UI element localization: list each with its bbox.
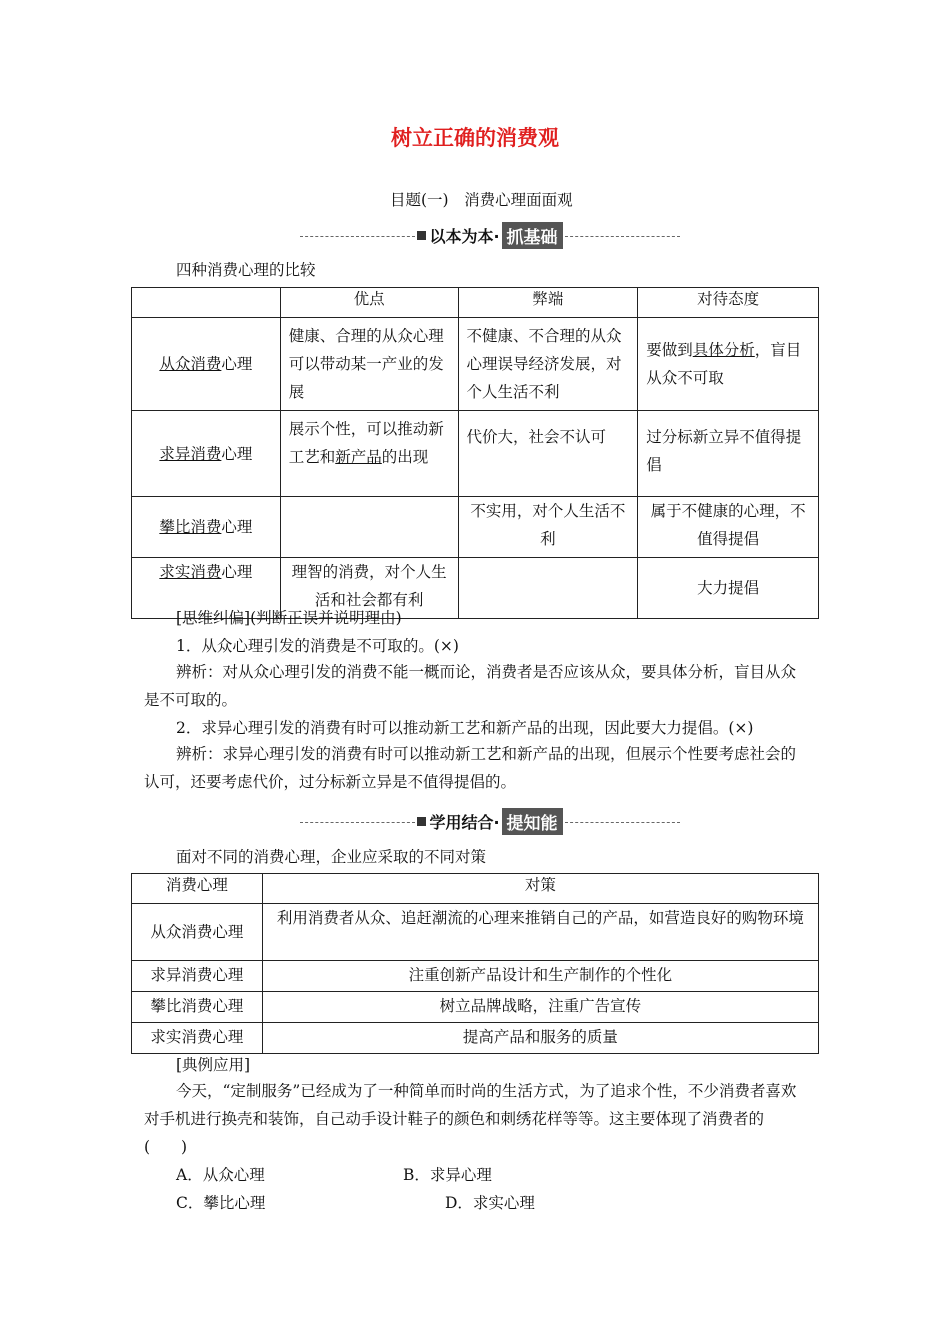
table-row <box>132 992 819 1023</box>
con-cell: 不健康、不合理的从众心理误导经济发展，对个人生活不利 <box>458 318 638 411</box>
comparison-table <box>131 287 819 619</box>
question-1: 1．从众心理引发的消费是不可取的。(×) <box>176 637 459 655</box>
header-cell: 消费心理 <box>132 874 263 904</box>
page-title: 树立正确的消费观 <box>391 126 559 150</box>
row-label: 求异消费心理 <box>132 411 281 497</box>
strategy-cell: 提高产品和服务的质量 <box>262 1023 818 1054</box>
header-cell: 对策 <box>262 874 818 904</box>
attitude-cell: 大力提倡 <box>638 558 819 619</box>
psychology-cell: 求异消费心理 <box>132 961 263 992</box>
table-row <box>132 497 819 558</box>
table-row <box>132 1023 819 1054</box>
table-row <box>132 961 819 992</box>
table-row <box>132 411 819 497</box>
psychology-cell: 攀比消费心理 <box>132 992 263 1023</box>
option-b: B．求异心理 <box>403 1166 492 1184</box>
analysis-1: 辨析：对从众心理引发的消费不能一概而论，消费者是否应该从众，要具体分析，盲目从众是不可取的。 <box>144 663 797 709</box>
row-label: 从众消费心理 <box>132 318 281 411</box>
section-heading: 面对不同的消费心理，企业应采取的不同对策 <box>176 848 487 866</box>
pro-cell <box>280 497 458 558</box>
psychology-cell: 从众消费心理 <box>132 904 263 961</box>
con-cell: 不实用，对个人生活不利 <box>458 497 638 558</box>
thinking-label: [思维纠偏](判断正误并说明理由) <box>176 609 402 627</box>
header-cell: 优点 <box>280 288 458 318</box>
strategy-table <box>131 873 819 1054</box>
table-row <box>132 318 819 411</box>
section-heading: 四种消费心理的比较 <box>176 261 316 279</box>
header-cell <box>132 288 281 318</box>
square-bullet-icon <box>417 231 426 240</box>
row-label: 攀比消费心理 <box>132 497 281 558</box>
pro-cell: 健康、合理的从众心理可以带动某一产业的发展 <box>280 318 458 411</box>
pro-cell: 展示个性，可以推动新工艺和新产品的出现 <box>280 411 458 497</box>
example-question: 今天，“定制服务”已经成为了一种简单而时尚的生活方式，为了追求个性，不少消费者喜欢对手机进行换壳和装饰，自己动手设计鞋子的颜色和刺绣花样等等。这主要体现了消费者的( ) <box>144 1082 797 1156</box>
strategy-cell: 注重创新产品设计和生产制作的个性化 <box>262 961 818 992</box>
banner-foundation <box>300 222 680 249</box>
option-c: C．攀比心理 <box>176 1194 266 1212</box>
banner-application <box>300 808 680 835</box>
row-label: 求实消费心理 <box>132 558 281 619</box>
question-2: 2．求异心理引发的消费有时可以推动新工艺和新产品的出现，因此要大力提倡。(×) <box>176 719 754 737</box>
psychology-cell: 求实消费心理 <box>132 1023 263 1054</box>
header-cell: 弊端 <box>458 288 638 318</box>
square-bullet-icon <box>417 817 426 826</box>
banner-text: 学用结合· <box>429 813 500 832</box>
banner-box: 提知能 <box>502 808 563 835</box>
pro-cell: 理智的消费，对个人生活和社会都有利 <box>280 558 458 619</box>
attitude-cell: 属于不健康的心理，不值得提倡 <box>638 497 819 558</box>
option-d: D．求实心理 <box>445 1194 535 1212</box>
header-cell: 对待态度 <box>638 288 819 318</box>
example-label: [典例应用] <box>176 1056 251 1074</box>
banner-box: 抓基础 <box>502 222 563 249</box>
table-row <box>132 904 819 961</box>
con-cell <box>458 558 638 619</box>
analysis-2: 辨析：求异心理引发的消费有时可以推动新工艺和新产品的出现，但展示个性要考虑社会的认可，还要考虑代价，过分标新立异是不值得提倡的。 <box>144 745 797 791</box>
option-a: A．从众心理 <box>176 1166 265 1184</box>
con-cell: 代价大，社会不认可 <box>458 411 638 497</box>
strategy-cell: 利用消费者从众、追赶潮流的心理来推销自己的产品，如营造良好的购物环境 <box>262 904 818 961</box>
strategy-cell: 树立品牌战略，注重广告宣传 <box>262 992 818 1023</box>
attitude-cell: 过分标新立异不值得提倡 <box>638 411 819 497</box>
subtitle: 目题(一) 消费心理面面观 <box>390 191 573 209</box>
banner-text: 以本为本· <box>429 227 500 246</box>
attitude-cell: 要做到具体分析，盲目从众不可取 <box>638 318 819 411</box>
